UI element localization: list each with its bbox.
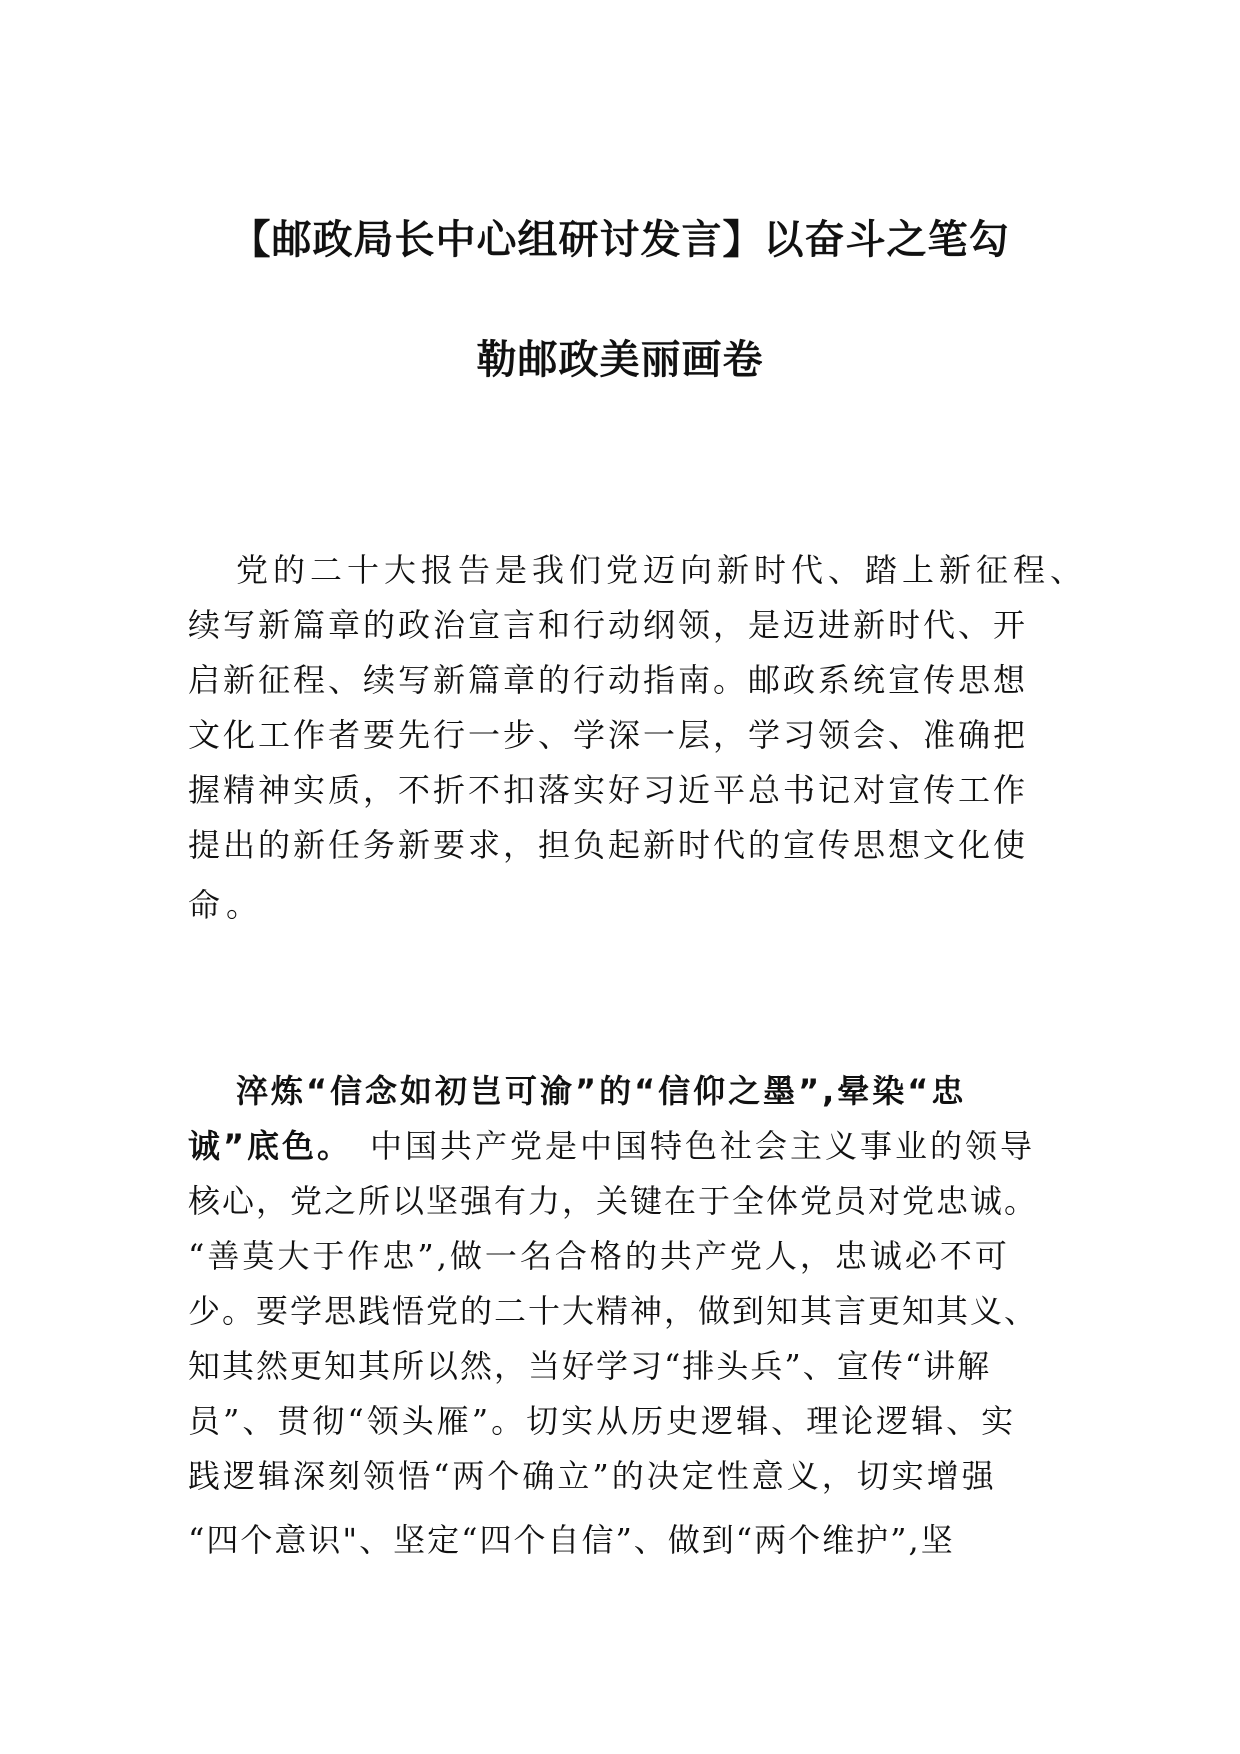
paragraph-line: 文化工作者要先行一步、学深一层，学习领会、准确把	[188, 716, 1029, 754]
document-title-line-1: 【邮政局长中心组研讨发言】以奋斗之笔勾	[230, 217, 1010, 263]
paragraph-line: 知其然更知其所以然，当好学习“排头兵”、宣传“讲解	[188, 1347, 992, 1385]
paragraph-line: 少。要学思践悟党的二十大精神，做到知其言更知其义、	[188, 1292, 1039, 1330]
paragraph-line: 握精神实质，不折不扣落实好习近平总书记对宣传工作	[188, 771, 1029, 809]
paragraph-line: 党的二十大报告是我们党迈向新时代、踏上新征程、	[236, 551, 1088, 589]
document-title-line-2: 勒邮政美丽画卷	[476, 337, 764, 383]
section-heading-line-2: 诚”底色。	[188, 1127, 353, 1165]
paragraph-line: 提出的新任务新要求，担负起新时代的宣传思想文化使	[188, 826, 1029, 864]
paragraph-line: 员”、贯彻“领头雁”。切实从历史逻辑、理论逻辑、实	[188, 1402, 1017, 1440]
paragraph-line: “善莫大于作忠”,做一名合格的共产党人，忠诚必不可	[188, 1237, 1010, 1275]
paragraph-line: 启新征程、续写新篇章的行动指南。邮政系统宣传思想	[188, 661, 1029, 699]
paragraph-line: 命。	[188, 886, 265, 924]
paragraph-line	[188, 1121, 1035, 1167]
paragraph-line: 践逻辑深刻领悟“两个确立”的决定性意义，切实增强	[188, 1457, 997, 1495]
paragraph-line: “四个意识"、坚定“四个自信”、做到“两个维护”,坚	[188, 1521, 955, 1559]
paragraph-line: 续写新篇章的政治宣言和行动纲领，是迈进新时代、开	[188, 606, 1029, 644]
section-heading-line-1: 淬炼“信念如初岂可渝”的“信仰之墨”,晕染“忠	[236, 1072, 967, 1110]
paragraph-line-text: 中国共产党是中国特色社会主义事业的领导	[370, 1127, 1036, 1165]
paragraph-line: 核心，党之所以坚强有力，关键在于全体党员对党忠诚。	[188, 1182, 1039, 1220]
